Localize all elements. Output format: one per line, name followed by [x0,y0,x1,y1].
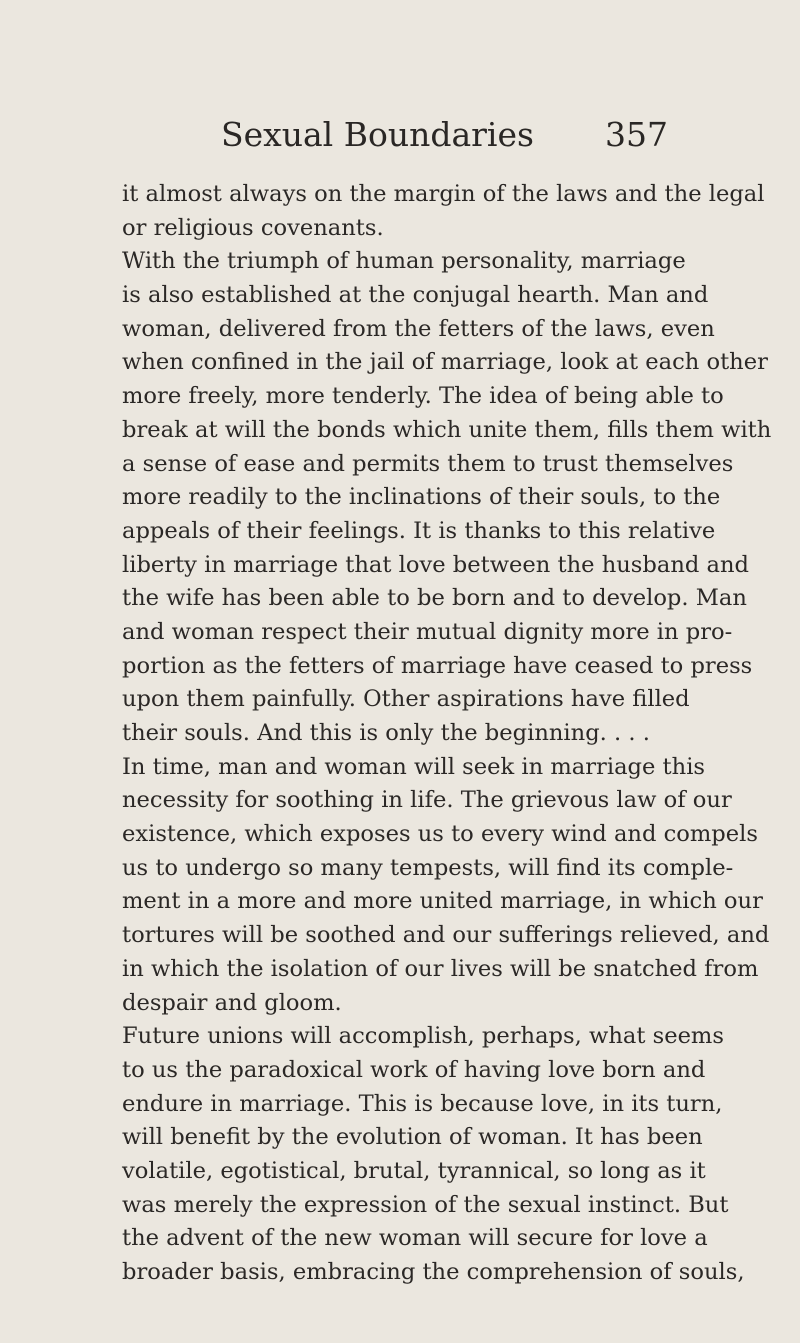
text-line: the wife has been able to be born and to develop. Man [122,585,747,612]
text-line: With the triumph of human personality, marriage [122,248,686,275]
text-line: break at will the bonds which unite them, fills them with [122,416,772,443]
text-line: upon them painfully. Other aspirations have filled [122,686,690,713]
text-line: the advent of the new woman will secure for love a [122,1225,708,1252]
text-line: was merely the expression of the sexual instinct. But [122,1191,729,1218]
running-title: Sexual Boundaries [221,115,534,154]
running-head [0,110,800,160]
text-line: endure in marriage. This is because love, in its turn, [122,1090,723,1117]
text-line: portion as the fetters of marriage have ceased to press [122,652,753,679]
text-line: despair and gloom. [122,989,342,1016]
text-line: in which the isolation of our lives will be snatched from [122,955,759,982]
text-line: us to undergo so many tempests, will find its comple- [122,854,734,881]
text-line: is also established at the conjugal hearth. Man and [122,282,709,309]
text-line: or religious covenants. [122,214,384,241]
text-line: ment in a more and more united marriage, in which our [122,888,763,915]
text-line: a sense of ease and permits them to trust themselves [122,450,734,477]
text-line: In time, man and woman will seek in marriage this [122,753,706,780]
text-line: when confined in the jail of marriage, look at each other [122,349,768,376]
text-line: volatile, egotistical, brutal, tyrannical, so long as it [122,1157,706,1184]
page-number: 357 [605,115,668,154]
text-line: woman, delivered from the fetters of the laws, even [122,315,715,342]
text-line: Future unions will accomplish, perhaps, what seems [122,1023,724,1050]
text-line: necessity for soothing in life. The grievous law of our [122,787,732,814]
text-line: tortures will be soothed and our sufferings relieved, and [122,922,770,949]
text-line: appeals of their feelings. It is thanks to this relative [122,517,716,544]
text-line: existence, which exposes us to every wind and compels [122,821,758,848]
text-line: liberty in marriage that love between the husband and [122,551,750,578]
text-line: and woman respect their mutual dignity more in pro- [122,618,733,645]
text-line: more readily to the inclinations of their souls, to the [122,484,721,511]
text-line: more freely, more tenderly. The idea of being able to [122,383,724,410]
text-line: to us the paradoxical work of having love born and [122,1056,706,1083]
body-text [122,178,772,1290]
text-line: broader basis, embracing the comprehension of souls, [122,1259,745,1285]
text-line: it almost always on the margin of the laws and the legal [122,181,765,207]
text-line: their souls. And this is only the beginning. . . . [122,720,650,746]
text-line: will benefit by the evolution of woman. It has been [122,1124,703,1151]
